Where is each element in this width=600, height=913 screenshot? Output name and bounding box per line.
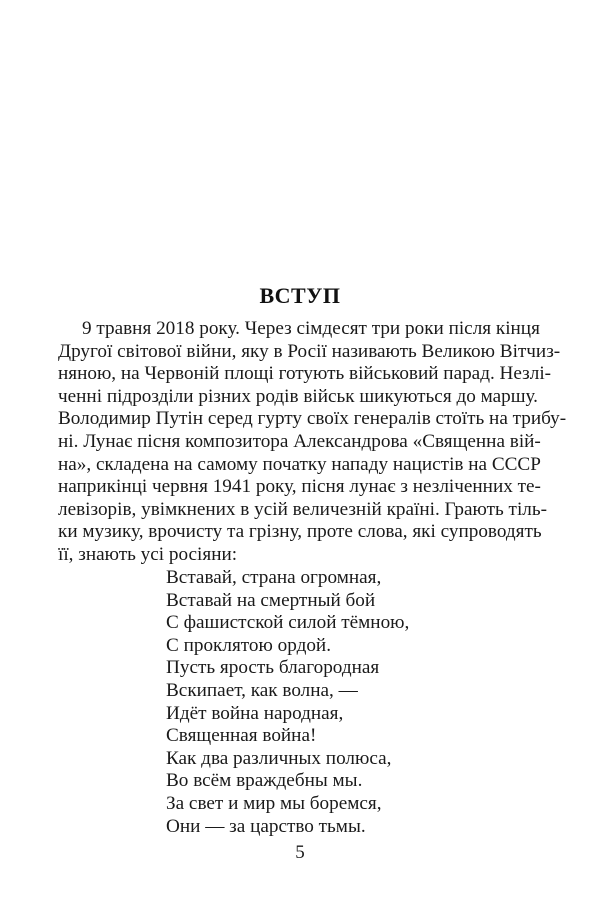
paragraph-line: на», складена на самому початку нападу нацистів на СССР <box>58 453 541 475</box>
verse-line: Вскипает, как волна, — <box>166 679 358 701</box>
paragraph-line: наприкінці червня 1941 року, пісня лунає з незліченних те- <box>58 476 541 498</box>
paragraph-line: левізорів, увімкнених в усій величезній країні. Грають тіль- <box>58 498 547 520</box>
song-verse <box>166 567 409 838</box>
intro-paragraph <box>58 318 567 567</box>
chapter-title: ВСТУП <box>259 283 341 308</box>
verse-line: За свет и мир мы боремся, <box>166 792 382 814</box>
verse-line: Вставай, страна огромная, <box>166 567 382 588</box>
verse-line: Священная война! <box>166 725 317 747</box>
paragraph-line: ченні підрозділи різних родів військ шикуються до маршу. <box>58 385 538 407</box>
page-number: 5 <box>295 842 305 863</box>
verse-line: Идёт война народная, <box>166 702 344 724</box>
verse-line: Они — за царство тьмы. <box>166 815 366 837</box>
paragraph-line: Володимир Путін серед гурту своїх генералів стоїть на трибу- <box>58 408 567 430</box>
verse-line: Во всём враждебны мы. <box>166 770 363 792</box>
verse-line: С фашистской силой тёмною, <box>166 612 410 634</box>
paragraph-line: її, знають усі росіяни: <box>58 543 238 565</box>
verse-line: С проклятою ордой. <box>166 634 331 656</box>
paragraph-line: няною, на Червоній площі готують військовий парад. Незлі- <box>58 363 552 385</box>
verse-line: Вставай на смертный бой <box>166 589 376 611</box>
verse-line: Пусть ярость благородная <box>166 657 380 679</box>
paragraph-line: Другої світової війни, яку в Росії називають Великою Вітчиз- <box>58 340 561 362</box>
paragraph-line: 9 травня 2018 року. Через сімдесят три роки після кінця <box>82 318 540 339</box>
verse-line: Как два различных полюса, <box>166 747 392 769</box>
paragraph-line: ні. Лунає пісня композитора Александрова «Священна вій- <box>58 430 541 452</box>
paragraph-line: ки музику, врочисту та грізну, проте слова, які супроводять <box>58 521 542 543</box>
